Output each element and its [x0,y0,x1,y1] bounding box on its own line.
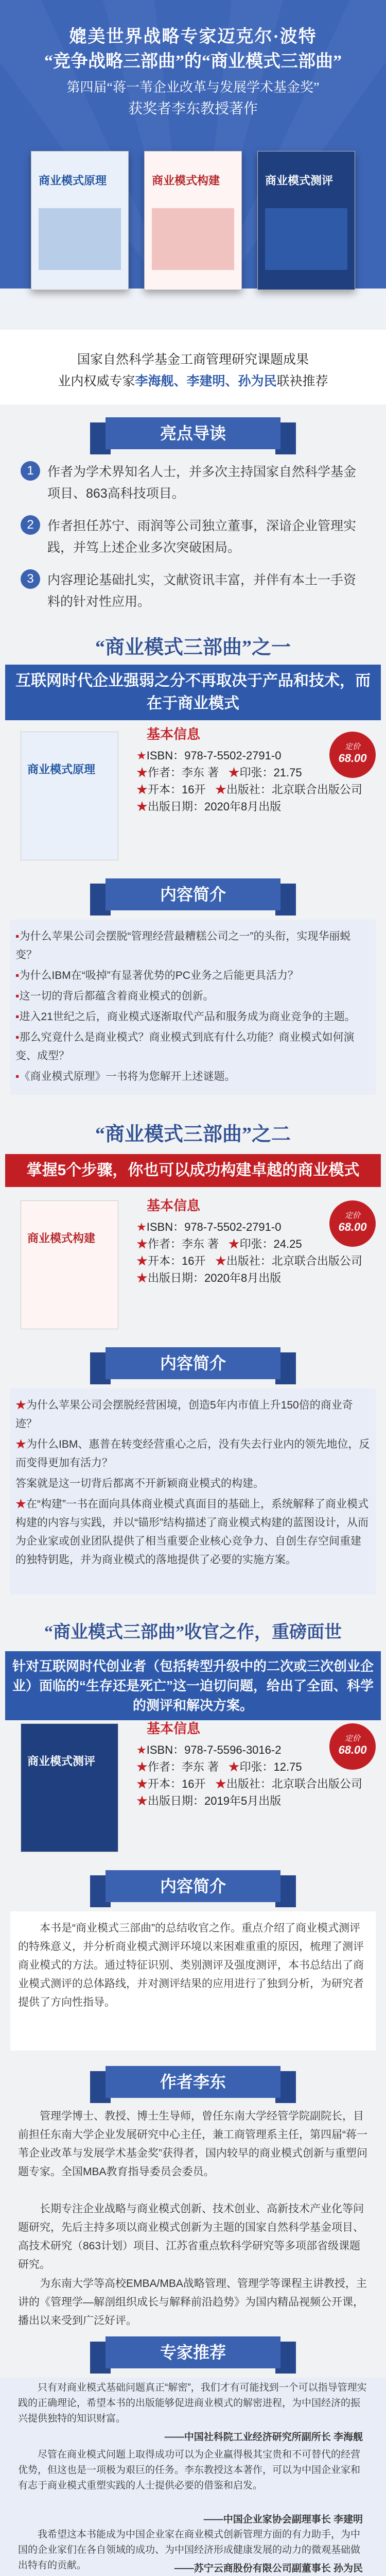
recommend-names: 李海舰、李建明、孙为民 [135,374,277,388]
book2-cover: 商业模式构建 [21,1200,118,1329]
highlight-item: 2 作者担任苏宁、雨润等公司独立董事，深谙企业管理实践，并笃上述企业多次突破困局。 [21,515,365,562]
book1-info: ★ISBN：978-7-5502-2791-0 ★作者：李东 著 ★印张：21.75 ★开本：16开 ★出版社：北京联合出版公司 ★出版日期：2020年8月出版 [136,749,362,813]
book1-cover: 商业模式原理 [21,732,118,860]
book1-slogan: 互联网时代企业强弱之分不再取决于产品和技术，而在于商业模式 [5,665,381,720]
experts-title: 专家推荐 [106,2336,280,2368]
expert-quote-3: 我希望这本书能成为中国企业家在商业模式创新管理方面的有力助手，为中国的企业家们在各自领域的成功、为中国经济形成健康发展的动力的微观基础做出特有的贡献。 [18,2529,361,2571]
book3-slogan: 针对互联网时代创业者（包括转型升级中的二次或三次创业企业）面临的“生存还是死亡”这一迫切问题，给出了全面、科学的测评和解决方案。 [5,1651,381,1720]
book1-section-title: “商业模式三部曲”之一 [95,637,291,658]
recommend-line-2: 业内权威专家李海舰、李建明、孙为民联袂推荐 [58,374,328,388]
highlight-item: 3 内容理论基础扎实，文献资讯丰富，并伴有本土一手资料的针对性应用。 [21,569,365,616]
expert-quote-2: 尽管在商业模式问题上取得成功可以为企业赢得极其宝贵和不可替代的经营优势，但这也是一项极为艰巨的任务。李东教授这本著作，可以为中国企业家和有志于商业模式重塑实践的人士提供必要的借鉴和启发。 [18,2449,361,2491]
expert-sign-1: ——中国社科院工业经济研究所副所长 李海舰 [164,2432,363,2443]
book1-intro-title: 内容简介 [106,878,280,910]
book2-info-title: 基本信息 [147,1198,201,1213]
expert-sign-3: ——苏宁云商股份有限公司副董事长 孙为民 [174,2563,363,2574]
book3-intro-text: 本书是“商业模式三部曲”的总结收官之作。重点介绍了商业模式测评的特殊意义，并分析商业模式测评环境以来困难重重的原因，梳理了测评商业模式的方法。通过特征识别、类别测评及强度测评，本书总结出了商业模式测评的总体路线，并对测评结果的应用进行了独到分析，为研究者提供了方向性指导。 [18,1922,364,2008]
book3-cover: 商业模式测评 [21,1723,118,1852]
author-para-2: 长期专注企业战略与商业模式创新、技术创业、高新技术产业化等问题研究，先后主持多项以商业模式创新为主题的国家自然科学基金项目、高技术研究（863计划）项目、江苏省重点软科学研究等多项部省级课题研究。 [18,2203,364,2270]
book3-intro-title: 内容简介 [106,1870,280,1902]
book2-intro-title: 内容简介 [106,1347,280,1379]
book1-price-badge: 定价 68.00 [329,732,376,778]
expert-quote-1: 只有对商业模式基础问题真正“解密”，我们才有可能找到一个可以指导管理实践的正确理论，希望本书的出版能够促进商业模式的解密进程，为中国经济的振兴提供独特的知识财富。 [18,2382,367,2424]
hero-banner [0,0,386,330]
hero-line-2: “竞争战略三部曲”的“商业模式三部曲” [44,52,342,71]
recommend-line-1: 国家自然科学基金工商管理研究课题成果 [77,352,309,367]
hero-line-4: 获奖者李东教授著作 [128,101,258,117]
book-cover-1 [31,151,129,290]
hero-line-1: 媲美世界战略专家迈克尔·波特 [69,27,317,46]
book3-info-title: 基本信息 [147,1721,201,1736]
hero-line-3: 第四届“蒋一苇企业改革与发展学术基金奖” [66,80,320,95]
author-para-1: 管理学博士、教授、博士生导师，曾任东南大学经管学院副院长，目前担任东南大学企业发展研究中心主任，兼工商管理系主任，第四届“蒋一苇企业改革与发展学术基金奖”获得者，国内较早的商业模式创新与重塑问题专家。全国MBA教育指导委员会委员。 [18,2110,367,2178]
book-cover-3-title: 商业模式测评 [265,174,334,187]
book-cover-3 [257,151,355,290]
book-cover-1-title: 商业模式原理 [39,174,107,187]
book2-info: ★ISBN：978-7-5502-2791-0 ★作者：李东 著 ★印张：24.25 ★开本：16开 ★出版社：北京联合出版公司 ★出版日期：2020年8月出版 [136,1221,362,1284]
book-covers [0,137,386,307]
book2-slogan: 掌握5个步骤，你也可以成功构建卓越的商业模式 [5,1154,381,1187]
book3-price-badge: 定价 68.00 [329,1723,376,1770]
book2-section-title: “商业模式三部曲”之二 [95,1124,291,1145]
recommend-band [0,330,386,404]
expert-sign-2: ——中国企业家协会副理事长 李建明 [203,2514,363,2525]
book-cover-2 [144,151,242,290]
author-para-3: 为东南大学等高校EMBA/MBA战略管理、管理学等课程主讲教授，主讲的《管理学—解剖组织成长与解释前沿趋势》为国内精品视频公开课，播出以来受到广泛好评。 [18,2278,367,2327]
highlight-item: 1 作者为学术界知名人士，并多次主持国家自然科学基金项目、863高科技项目。 [21,461,365,507]
book3-section-title: “商业模式三部曲”收官之作，重磅面世 [44,1623,342,1642]
book1-intro-list: ▪为什么苹果公司会摆脱“管理经营最糟糕公司之一”的头衔，实现华丽蜕变？ ▪为什么IBM在“吸掉”有显著优势的PC业务之后能更具活力？ ▪这一切的背后都蕴含着商业模式的创新。 ▪进入21世纪之后，商业模式逐渐取代产品和服务成为商业竞争的主题。 ▪那么究竟什么是商业模式？商业模式到底有什么功能？商业模式如何演变、成型？ ▪《商业模式原理》一书将为您解开上述谜题。 [15,930,356,1082]
book2-price-badge: 定价 68.00 [329,1200,376,1247]
book1-info-title: 基本信息 [147,726,201,742]
book2-intro-list: ★为什么苹果公司会摆脱经营困境，创造5年内市值上升150倍的商业奇迹？ ★为什么IBM、惠普在转变经营重心之后，没有失去行业内的领先地位，反而变得更加有活力？ 答案就是这一切背后都离不开新颖商业模式的构建。 ★在“构建”一书在面向具体商业模式真面目的基础上，系统解释了商业模式构建的内容与实践，并以“锚形”结构描述了商业模式构建的蓝图设计，从而为企业家或创业团队提供了相当重要企业核心竞争力、自创生存空间重建的独特钥匙，并为商业模式的落地提供了必要的实施方案。 [15,1399,370,1566]
highlights-title: 亮点导读 [106,417,280,449]
author-title: 作者李东 [106,2066,280,2098]
book-cover-2-title: 商业模式构建 [152,174,220,187]
book3-info: ★ISBN：978-7-5596-3016-2 ★作者：李东 著 ★印张：12.75 ★开本：16开 ★出版社：北京联合出版公司 ★出版日期：2019年5月出版 [136,1743,362,1807]
